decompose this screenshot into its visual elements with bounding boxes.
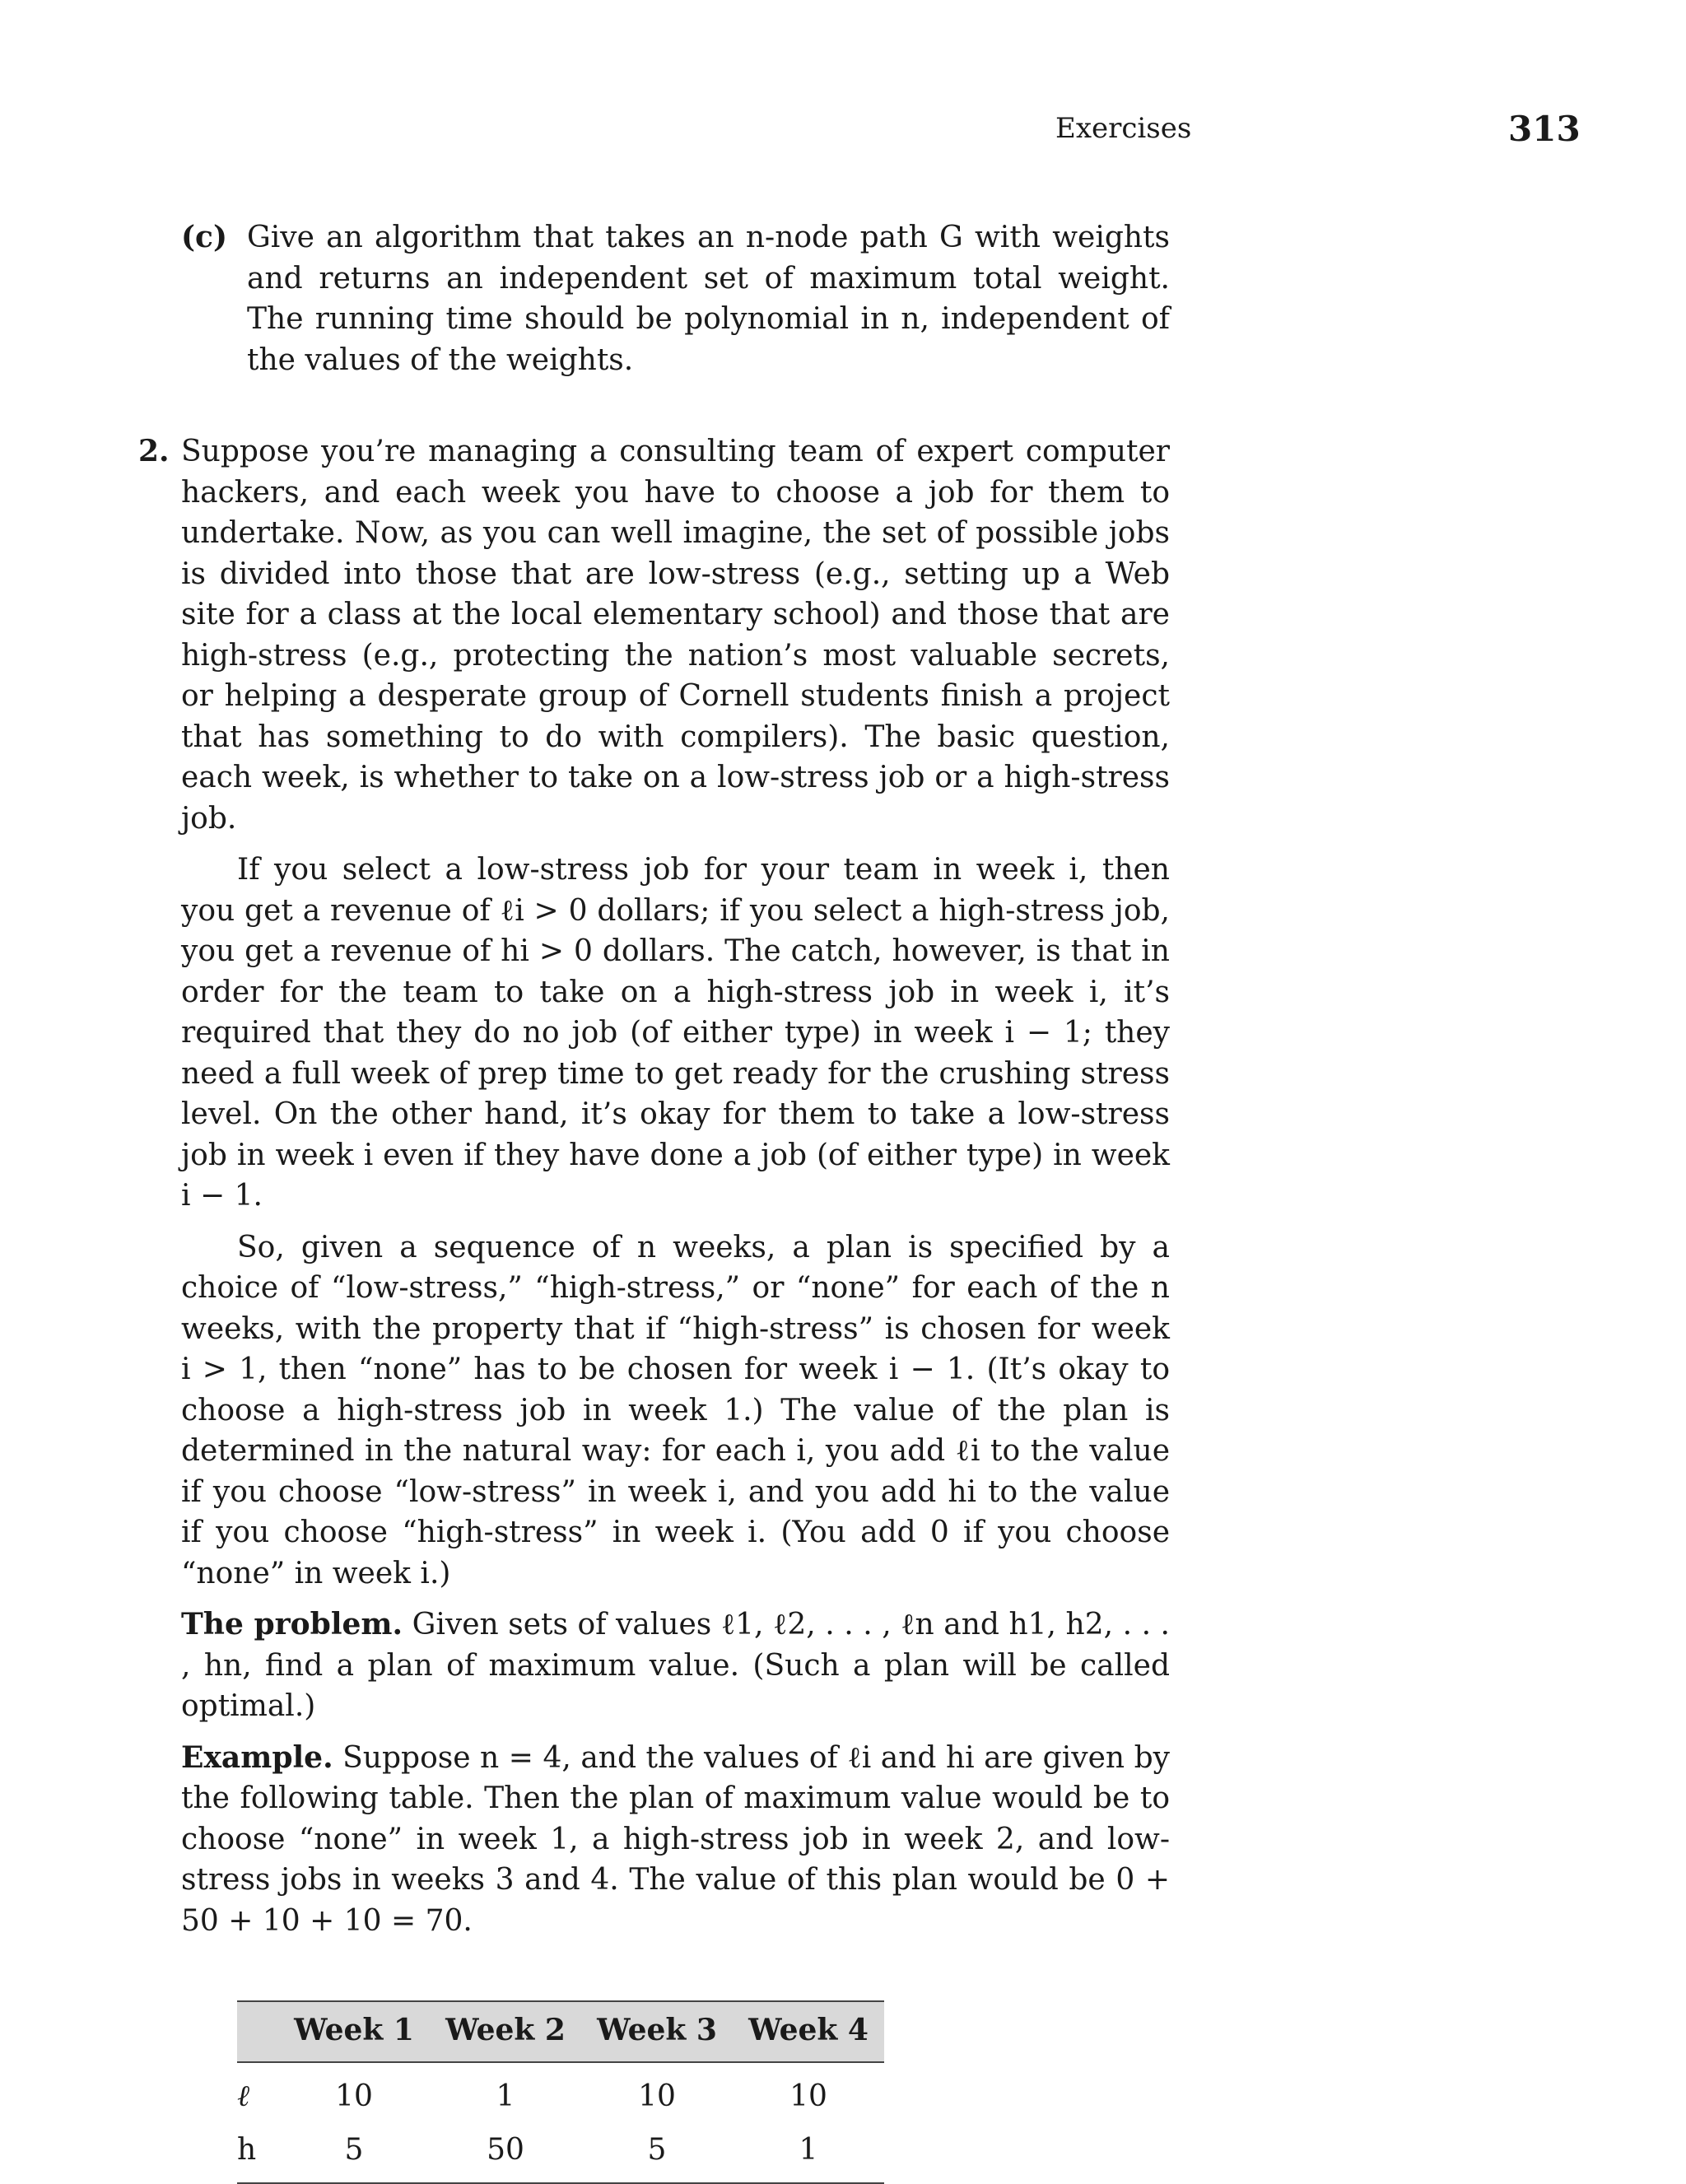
table-header-row — [237, 2001, 884, 2062]
exercise-number: 2. — [138, 434, 170, 468]
table-cell: 1 — [799, 2133, 818, 2167]
problem-paragraph — [181, 1604, 1170, 1727]
table-cell: 10 — [335, 2079, 373, 2113]
page-content — [138, 217, 1170, 2184]
page-number: 313 — [1508, 109, 1581, 149]
table-cell: 5 — [344, 2133, 364, 2167]
column-header: Week 4 — [748, 2013, 869, 2047]
table-cell: 1 — [496, 2079, 515, 2113]
values-table — [237, 2000, 884, 2184]
example-label: Example. — [181, 1739, 333, 1775]
problem-label: The problem. — [181, 1607, 403, 1641]
running-head: Exercises — [1055, 112, 1192, 145]
row-label: h — [237, 2133, 257, 2167]
page-header — [0, 109, 1686, 161]
exercise-paragraph-3: So, given a sequence of n weeks, a plan is specified by a choice of “low-stress,” “high-stress,” or “none” for each of the n weeks, with the property that if “high-stress” is chosen for week i > 1, then “none” has to be chosen for week i − 1. (It’s okay to choose a high-stress job in week 1.) The value of the plan is determined in the natural way: for each i, you add ℓi to the value if you choose “low-stress” in week i, and you add hi to the value if you choose “high-stress” in week i. (You add 0 if you choose “none” in week i.) — [181, 1230, 1170, 1590]
table-row — [237, 2123, 884, 2183]
item-c-marker: (c) — [181, 220, 227, 254]
column-header: Week 2 — [445, 2013, 566, 2047]
exercise-paragraph-2: If you select a low-stress job for your team in week i, then you get a revenue of ℓi > 0 dollars; if you select a high-stress job, you get a revenue of hi > 0 dollars. The catch, however, is that in order for the team to take on a high-stress job in week i, it’s required that they do no job (of either type) in week i − 1; they need a full week of prep time to get ready for the crushing stress level. On the other hand, it’s okay for them to take a low-stress job in week i even if they have done a job (of either type) in week i − 1. — [181, 853, 1170, 1213]
table-cell: 10 — [789, 2079, 827, 2113]
exercise-paragraph-1: Suppose you’re managing a consulting team of expert computer hackers, and each week you have to choose a job for them to undertake. Now, as you can well imagine, the set of possible jobs is divided into those that are low-stress (e.g., setting up a Web site for a class at the local elementary school) and those that are high-stress (e.g., protecting the nation’s most valuable secrets, or helping a desperate group of Cornell students finish a project that has something to do with compilers). The basic question, each week, is whether to take on a low-stress job or a high-stress job. — [181, 435, 1170, 836]
exercise-item-c — [138, 217, 1170, 380]
table-corner-cell — [237, 2001, 278, 2062]
table-row — [237, 2062, 884, 2124]
problem-text: Given sets of values ℓ1, ℓ2, . . . , ℓn and h1, h2, . . . , hn, find a plan of maximum value. (Such a plan will be called optimal.) — [181, 1608, 1170, 1723]
example-paragraph — [181, 1738, 1170, 1942]
column-header: Week 3 — [597, 2013, 717, 2047]
table-cell: 5 — [647, 2133, 667, 2167]
column-header: Week 1 — [294, 2013, 414, 2047]
row-label: ℓ — [237, 2079, 249, 2113]
example-text: Suppose n = 4, and the values of ℓi and hi are given by the following table. Then the plan of maximum value would be to choose “none” in week 1, a high-stress job in week 2, and low-stress jobs in weeks 3 and 4. The value of this plan would be 0 + 50 + 10 + 10 = 70. — [181, 1740, 1170, 1938]
table-cell: 50 — [487, 2133, 524, 2167]
item-c-text: Give an algorithm that takes an n-node path G with weights and returns an independent set of maximum total weight. The running time should be polynomial in n, independent of the values of the weights. — [247, 221, 1170, 377]
table-cell: 10 — [638, 2079, 676, 2113]
exercise-2 — [138, 431, 1170, 2184]
